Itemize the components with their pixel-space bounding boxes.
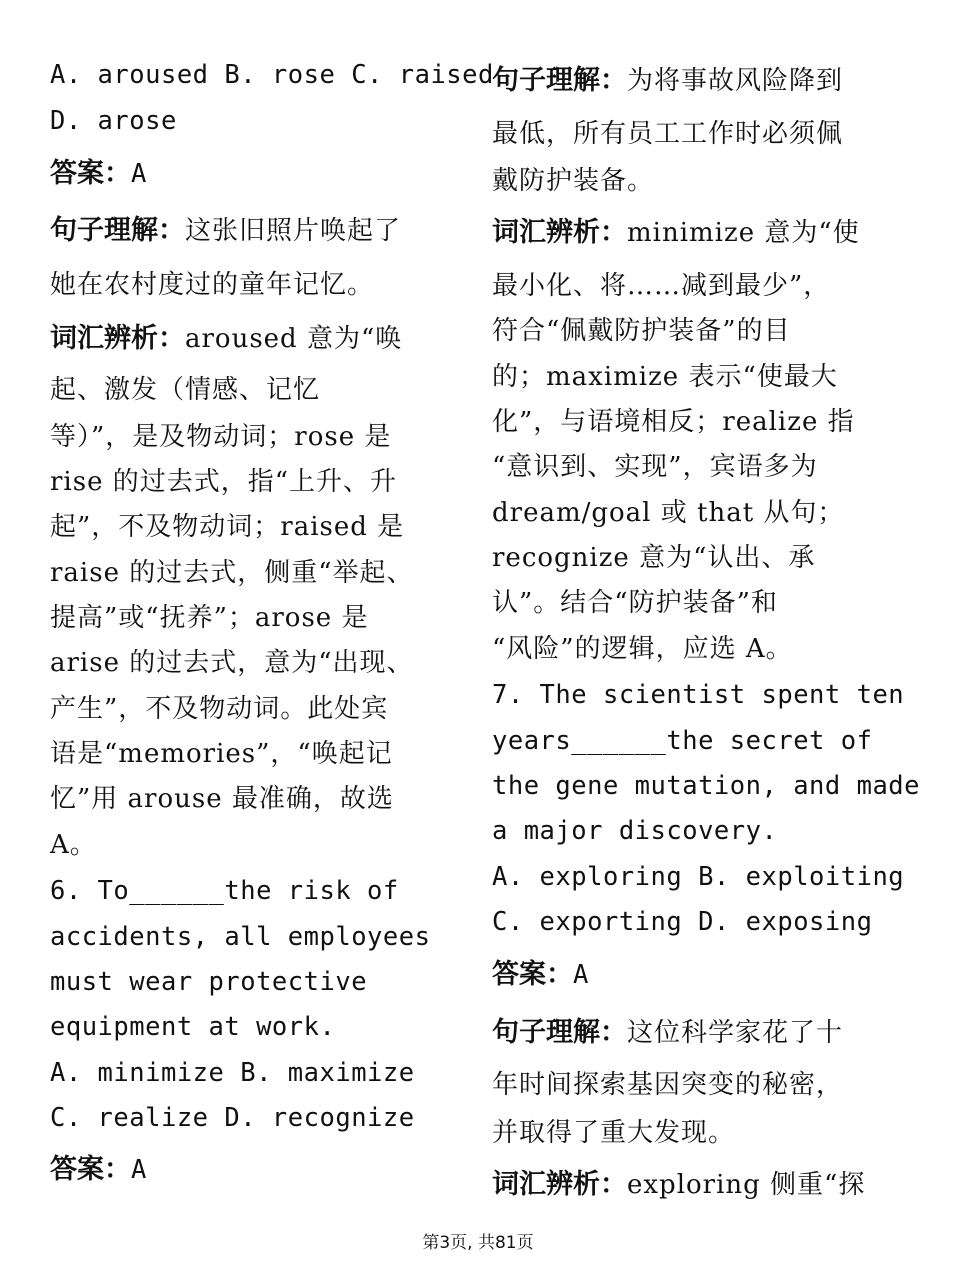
q6-vocab-line: 化”，与语境相反；realize 指 (492, 407, 855, 437)
answer-value: A (131, 159, 147, 189)
q7-sentence-line: 并取得了重大发现。 (492, 1118, 736, 1148)
q6-options-line1: A. minimize B. maximize (50, 1058, 415, 1088)
q6-sentence (492, 64, 843, 98)
answer-label: 答案： (50, 158, 131, 189)
q7-vocab (492, 1168, 865, 1202)
q5-vocab-line: 忆”用 arouse 最准确，故选 (50, 784, 394, 814)
q5-sentence (50, 214, 401, 248)
q7-sentence-line: 年时间探索基因突变的秘密， (492, 1070, 844, 1100)
sentence-text: 为将事故风险降到 (627, 66, 844, 96)
q6-vocab-line: dream/goal 或 that 从句； (492, 498, 845, 528)
vocab-text: aroused 意为“唤 (185, 324, 403, 354)
page-indicator: 第3页, 共81页 (422, 1233, 534, 1253)
q7-stem-line: 7. The scientist spent ten (492, 680, 905, 710)
q5-options-line1: A. aroused B. rose C. raised (50, 60, 494, 90)
answer-value: A (573, 960, 589, 990)
q5-options-line2: D. arose (50, 106, 177, 136)
q5-vocab (50, 322, 402, 356)
q6-vocab-line: 认”。结合“防护装备”和 (492, 588, 778, 618)
q6-vocab (492, 216, 860, 250)
q5-answer (50, 157, 147, 191)
q5-vocab-line: A。 (50, 830, 97, 860)
vocab-label: 词汇辨析： (492, 217, 627, 248)
q5-vocab-line: 起”，不及物动词；raised 是 (50, 512, 405, 542)
sentence-text: 这位科学家花了十 (627, 1018, 844, 1048)
q7-stem-line: a major discovery. (492, 816, 778, 846)
q5-vocab-line: 起、激发（情感、记忆 (50, 375, 321, 405)
q6-sentence-line: 戴防护装备。 (492, 166, 655, 196)
q5-sentence-line2: 她在农村度过的童年记忆。 (50, 270, 375, 300)
sentence-label: 句子理解： (492, 65, 627, 96)
sentence-text: 这张旧照片唤起了 (185, 216, 402, 246)
vocab-label: 词汇辨析： (492, 1169, 627, 1200)
q7-stem-line: years______the secret of (492, 726, 873, 756)
q5-vocab-line: 产生”，不及物动词。此处宾 (50, 694, 389, 724)
sentence-label: 句子理解： (492, 1017, 627, 1048)
q7-answer (492, 958, 589, 992)
vocab-text: exploring 侧重“探 (627, 1170, 866, 1200)
q6-sentence-line: 最低，所有员工工作时必须佩 (492, 119, 844, 149)
answer-value: A (131, 1155, 147, 1185)
q6-vocab-line: 最小化、将……减到最少”， (492, 271, 831, 301)
q6-stem-line: must wear protective (50, 967, 368, 997)
q6-vocab-line: recognize 意为“认出、承 (492, 543, 816, 573)
q6-stem-line: accidents, all employees (50, 922, 431, 952)
sentence-label: 句子理解： (50, 215, 185, 246)
q5-vocab-line: arise 的过去式，意为“出现、 (50, 648, 414, 678)
q6-vocab-line: “风险”的逻辑，应选 A。 (492, 634, 793, 664)
q6-stem-line: equipment at work. (50, 1012, 336, 1042)
q6-stem-line: 6. To______the risk of (50, 876, 399, 906)
q7-sentence (492, 1016, 843, 1050)
q7-stem-line: the gene mutation, and made (492, 771, 921, 801)
answer-label: 答案： (492, 959, 573, 990)
q5-vocab-line: 等）”，是及物动词；rose 是 (50, 422, 392, 452)
q5-vocab-line: raise 的过去式，侧重“举起、 (50, 558, 414, 588)
vocab-label: 词汇辨析： (50, 323, 185, 354)
q7-options-line2: C. exporting D. exposing (492, 907, 873, 937)
q6-answer (50, 1153, 147, 1187)
q7-options-line1: A. exploring B. exploiting (492, 862, 905, 892)
q6-vocab-line: 符合“佩戴防护装备”的目 (492, 316, 791, 346)
q6-options-line2: C. realize D. recognize (50, 1103, 415, 1133)
q6-vocab-line: 的；maximize 表示“使最大 (492, 362, 838, 392)
vocab-text: minimize 意为“使 (627, 218, 860, 248)
answer-label: 答案： (50, 1154, 131, 1185)
q6-vocab-line: “意识到、实现”，宾语多为 (492, 452, 818, 482)
q5-vocab-line: rise 的过去式，指“上升、升 (50, 467, 398, 497)
q5-vocab-line: 提高”或“抚养”；arose 是 (50, 603, 369, 633)
q5-vocab-line: 语是“memories”，“唤起记 (50, 739, 393, 769)
